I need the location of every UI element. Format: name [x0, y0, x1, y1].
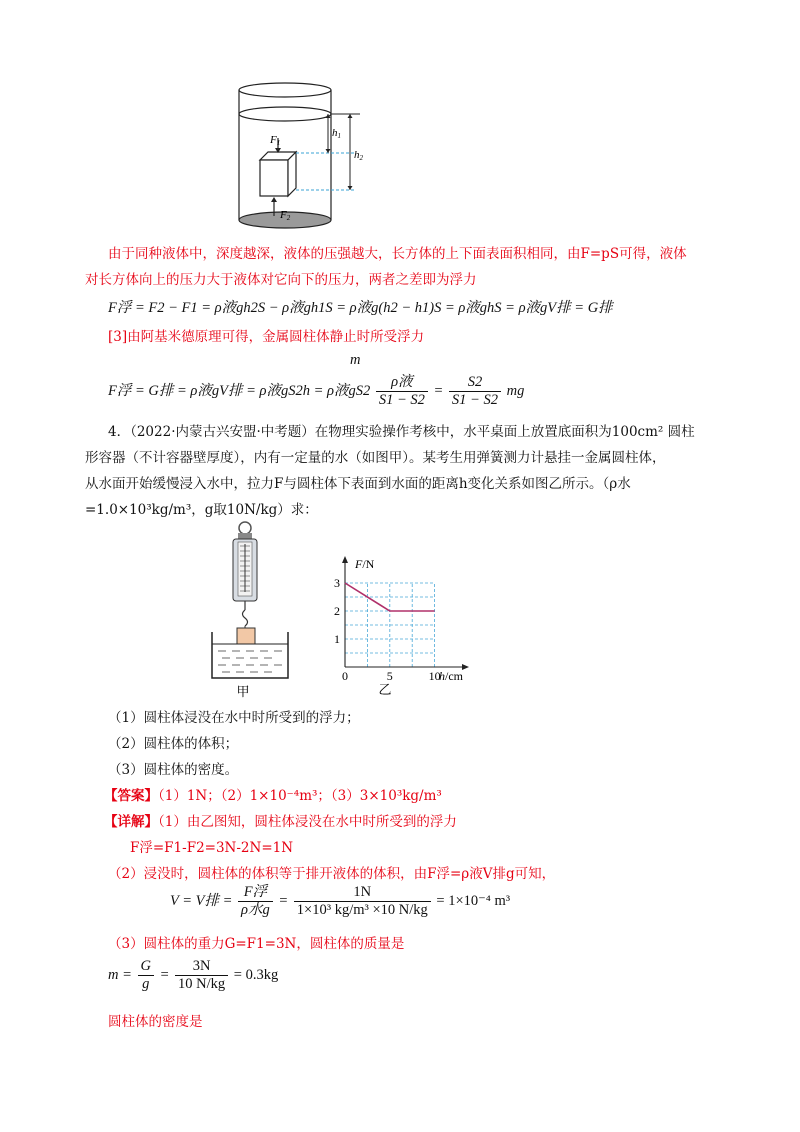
para1-line1: 由于同种液体中，深度越深，液体的压强越大，长方体的上下面表面积相同，由F=pS可得，液体: [108, 246, 687, 262]
eq2-frac1-den: S1 − S2: [378, 392, 425, 408]
eq-v-frac2: [294, 884, 431, 919]
para2: [3]由阿基米德原理可得，金属圆柱体静止时所受浮力: [108, 329, 425, 345]
q4-line2: 形容器（不计容器壁厚度），内有一定量的水（如图甲）。某考生用弹簧测力计悬挂一金属圆柱体，: [85, 450, 666, 466]
eq-m-frac1: [138, 958, 154, 993]
eq-v-frac1-den: ρ水g: [241, 902, 270, 918]
equation-archimedes: F浮 = G排 = ρ液gV排 = ρ液gS2h = ρ液gS2 $\frac{\text{ρ液}}{S1 - S2}$ = $\frac{S2}{S1 - S2}$ mg: [108, 374, 525, 408]
question-3: （3）圆柱体的密度。: [108, 762, 239, 778]
y-axis-label: [354, 557, 375, 571]
answer-text: （1）1N；（2）1×10⁻⁴m³；（3）3×10³kg/m³: [158, 788, 442, 804]
eq-v-eq: =: [278, 892, 289, 909]
force-depth-chart: [325, 552, 480, 700]
f1-label: [269, 134, 280, 147]
detail-text1: （1）由乙图知，圆柱体浸没在水中时所受到的浮力: [158, 814, 457, 830]
eq-v-lhs: V = V排 =: [170, 892, 233, 909]
f1-sub: 1: [276, 139, 281, 147]
question-1: （1）圆柱体浸没在水中时所受到的浮力；: [108, 710, 360, 726]
y-tick-label: 2: [334, 604, 340, 618]
detail-eq1: F浮=F1-F2=3N-2N=1N: [130, 840, 294, 856]
eq-m-frac2-den: 10 N/kg: [178, 976, 226, 992]
pressure-diagram: [230, 78, 375, 238]
eq2-frac2-num: S2: [449, 374, 501, 392]
eq2-lhs: F浮 = G排 = ρ液gV排 = ρ液gS2h = ρ液gS2: [108, 382, 371, 399]
para1-line2: 对长方体向上的压力大于液体对它向下的压力，两者之差即为浮力: [85, 272, 477, 288]
f2-letter: F: [280, 209, 287, 221]
eq2-frac1-num: ρ液: [376, 374, 428, 392]
eq-m-frac2: [175, 958, 228, 993]
mass-equation: m = $\frac{G}{g}$ = $\frac{3N}{10 N/kg}$ = 0.3kg: [108, 958, 279, 992]
x-tick-label: 5: [386, 669, 393, 683]
question-2: （2）圆柱体的体积；: [108, 736, 239, 752]
eq-m-frac1-num: G: [138, 958, 154, 976]
y-tick-label: 1: [334, 632, 340, 646]
q4-line3: 从水面开始缓慢浸入水中，拉力F与圆柱体下表面到水面的距离h变化关系如图乙所示。（ρ水: [85, 476, 631, 492]
answer-tag: 【答案】: [104, 788, 158, 804]
q4-line1: 4．（2022·内蒙古兴安盟·中考题）在物理实验操作考核中，水平桌面上放置底面积为100cm² 圆柱: [108, 424, 695, 440]
spring-scale-figure: [200, 520, 310, 700]
h1-sub: 1: [337, 132, 341, 140]
eq2-frac2: [449, 374, 501, 409]
eq2-tail: mg: [506, 382, 525, 399]
eq-v-frac2-num: 1N: [294, 884, 431, 902]
x-axis-arrow: [462, 664, 469, 670]
x-tick-label: 10: [428, 669, 441, 683]
y-label-var: F: [355, 557, 363, 571]
eq-m-frac2-num: 3N: [175, 958, 228, 976]
f2-sub: 2: [286, 214, 291, 222]
eq2-m-over: m: [350, 352, 361, 368]
eq-v-frac1-num: F浮: [238, 884, 273, 902]
h1-label: [332, 127, 341, 140]
x-tick-label: 0: [342, 669, 348, 683]
f2-label: [279, 209, 291, 222]
answer: [104, 786, 442, 806]
eq-v-frac2-den: 1×10³ kg/m³ ×10 N/kg: [296, 902, 428, 918]
h2-letter: h: [354, 149, 360, 161]
x-axis-label: [439, 669, 464, 683]
f1-letter: F: [270, 134, 277, 146]
eq2-frac2-den: S1 − S2: [451, 392, 498, 408]
q4-line4: =1.0×10³kg/m³，g取10N/kg）求：: [85, 502, 318, 518]
eq-m-result: = 0.3kg: [233, 966, 279, 983]
eq-m-frac1-den: g: [142, 976, 150, 992]
x-label-var: h: [439, 669, 445, 683]
detail-line1: [104, 812, 457, 832]
h2-sub: 2: [359, 154, 363, 162]
detail-line2: （2）浸没时，圆柱体的体积等于排开液体的体积，由F浮=ρ液V排g可知，: [108, 866, 556, 882]
y-axis-arrow: [342, 556, 348, 563]
h1-letter: h: [332, 127, 338, 139]
h2-label: [354, 149, 364, 162]
detail-line4: 圆柱体的密度是: [108, 1014, 203, 1030]
volume-equation: [170, 884, 510, 919]
detail-tag: 【详解】: [104, 814, 158, 830]
x-label-unit: /cm: [445, 669, 463, 683]
chart-grid: [345, 583, 435, 667]
y-tick-label: 3: [334, 576, 340, 590]
y-label-unit: /N: [362, 557, 375, 571]
eq-m-lhs: m =: [108, 966, 132, 983]
fig-jia-label: 甲: [236, 684, 250, 699]
equation-buoyancy: F浮 = F2 − F1 = ρ液gh2S − ρ液gh1S = ρ液g(h2 − h1)S = ρ液ghS = ρ液gV排 = G排: [108, 300, 613, 316]
eq-v-frac1: [238, 884, 273, 919]
eq-v-result: = 1×10⁻⁴ m³: [436, 892, 511, 909]
detail-line3: （3）圆柱体的重力G=F1=3N，圆柱体的质量是: [108, 936, 405, 952]
eq2-frac1: [376, 374, 428, 409]
chart-caption: 乙: [378, 682, 392, 697]
